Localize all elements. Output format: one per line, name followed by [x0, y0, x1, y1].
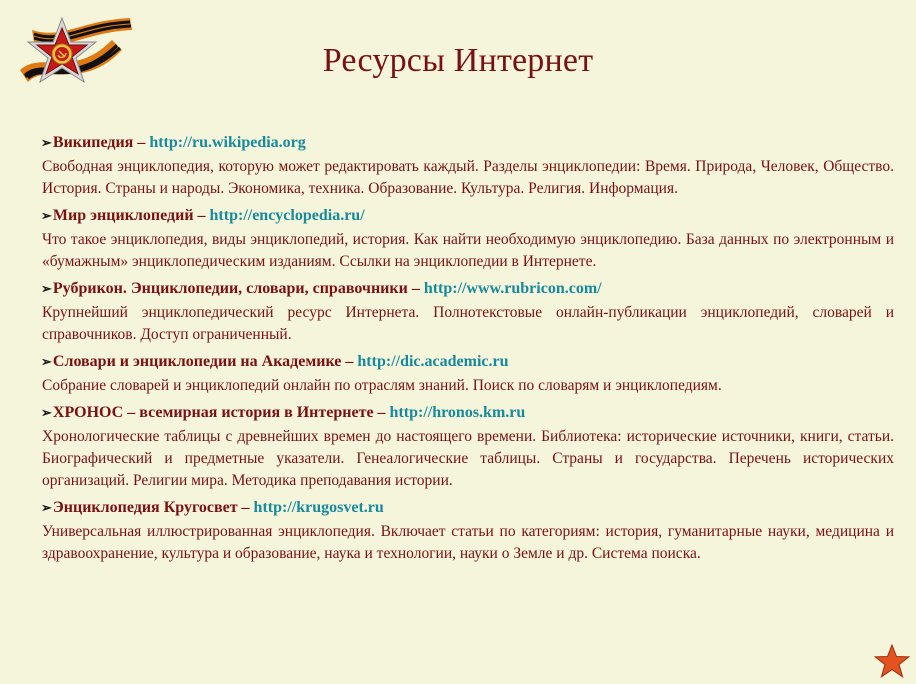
bullet-arrow-icon: ➢	[41, 405, 52, 420]
resource-description: Крупнейший энциклопедический ресурс Интернета. Полнотекстовые онлайн-публикации энциклопедий, словарей и справочников. Доступ ограниченный.	[42, 304, 894, 343]
resource-dash: –	[377, 404, 386, 421]
resource-name: Мир энциклопедий	[52, 207, 194, 224]
resource-description: Собрание словарей и энциклопедий онлайн по отраслям знаний. Поиск по словарям и энциклопедиям.	[42, 377, 722, 394]
resource-link[interactable]: http://krugosvet.ru	[253, 499, 384, 516]
resource-description: Свободная энциклопедия, которую может редактировать каждый. Разделы энциклопедии: Время. Природа, Человек, Общество. История. Страны и народы. Экономика, техника. Образование. Культура. Религия. Информация.	[42, 158, 894, 197]
resource-name: ХРОНОС – всемирная история в Интернете	[52, 404, 374, 421]
bullet-arrow-icon: ➢	[41, 500, 52, 515]
resource-dash: –	[137, 134, 146, 151]
resource-link[interactable]: http://hronos.km.ru	[389, 404, 526, 421]
resource-description: Хронологические таблицы с древнейших времен до настоящего времени. Библиотека: исторические источники, книги, статьи. Биографический и предметные указатели. Генеалогические таблицы. Страны и государства. Перечень исторических организаций. Религии мира. Методика преподавания истории.	[42, 428, 894, 489]
bullet-arrow-icon: ➢	[41, 135, 52, 150]
bullet-arrow-icon: ➢	[41, 208, 52, 223]
star-navigation-icon[interactable]	[874, 644, 910, 678]
resource-heading	[41, 130, 894, 156]
resource-name: Словари и энциклопедии на Академике	[52, 353, 342, 370]
resource-heading	[41, 349, 894, 375]
resource-name: Википедия	[52, 134, 134, 151]
resource-description: Что такое энциклопедия, виды энциклопедий, история. Как найти необходимую энциклопедию. База данных по электронным и «бумажным» энциклопедическим изданиям. Ссылки на энциклопедии в Интернете.	[42, 231, 894, 270]
resource-link[interactable]: http://dic.academic.ru	[357, 353, 509, 370]
resource-dash: –	[241, 499, 250, 516]
resource-dash: –	[411, 280, 420, 297]
resource-name: Рубрикон. Энциклопедии, словари, справочники	[52, 280, 408, 297]
bullet-arrow-icon: ➢	[41, 354, 52, 369]
resource-description: Универсальная иллюстрированная энциклопедия. Включает статьи по категориям: история, гуманитарные науки, медицина и здравоохранение, культура и образование, наука и технологии, науки о Земле и др. Система поиска.	[42, 523, 894, 562]
resource-dash: –	[197, 207, 206, 224]
resource-heading	[41, 276, 894, 302]
page-title: Ресурсы Интернет	[322, 42, 594, 79]
resource-link[interactable]: http://encyclopedia.ru/	[209, 207, 365, 224]
resource-heading	[41, 495, 894, 521]
resource-heading	[41, 203, 894, 229]
resource-list	[42, 130, 894, 568]
resource-link[interactable]: http://www.rubricon.com/	[423, 280, 602, 297]
resource-dash: –	[345, 353, 354, 370]
resource-heading	[41, 400, 894, 426]
bullet-arrow-icon: ➢	[41, 281, 52, 296]
resource-link[interactable]: http://ru.wikipedia.org	[149, 134, 306, 151]
resource-name: Энциклопедия Кругосвет	[52, 499, 238, 516]
